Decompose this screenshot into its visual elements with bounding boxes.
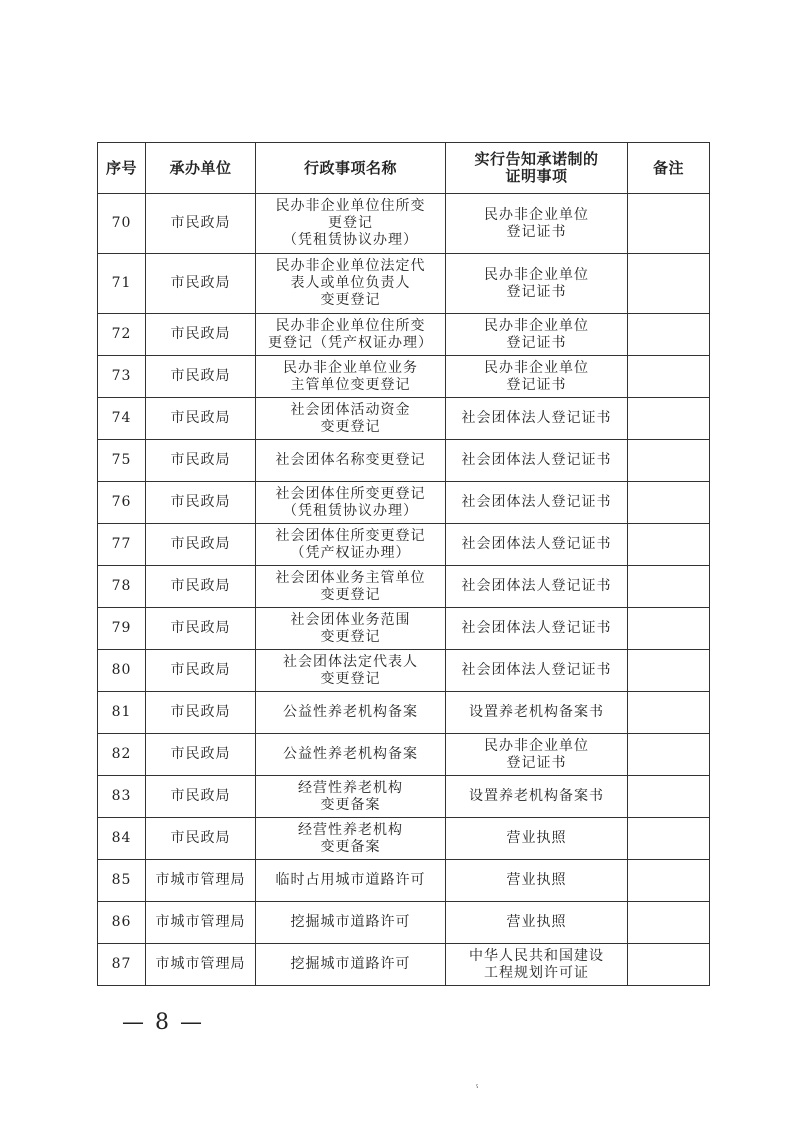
cell-unit: 市民政局 (146, 398, 256, 440)
cell-no: 84 (98, 818, 146, 860)
cell-no: 83 (98, 776, 146, 818)
cell-item: 临时占用城市道路许可 (256, 860, 446, 902)
header-no: 序号 (98, 143, 146, 194)
cell-proof: 民办非企业单位 登记证书 (446, 314, 628, 356)
table-row (98, 524, 710, 566)
table-row (98, 944, 710, 986)
cell-proof: 营业执照 (446, 902, 628, 944)
cell-proof: 社会团体法人登记证书 (446, 440, 628, 482)
table-row (98, 254, 710, 314)
cell-no: 78 (98, 566, 146, 608)
cell-note (628, 818, 710, 860)
cell-no: 76 (98, 482, 146, 524)
cell-note (628, 194, 710, 254)
cell-proof: 设置养老机构备案书 (446, 776, 628, 818)
cell-unit: 市城市管理局 (146, 944, 256, 986)
scan-artifact: ˤ (476, 1084, 479, 1094)
header-note: 备注 (628, 143, 710, 194)
cell-no: 82 (98, 734, 146, 776)
cell-note (628, 692, 710, 734)
cell-item: 社会团体业务范围 变更登记 (256, 608, 446, 650)
cell-note (628, 314, 710, 356)
table-row (98, 356, 710, 398)
cell-no: 70 (98, 194, 146, 254)
cell-unit: 市民政局 (146, 254, 256, 314)
cell-item: 经营性养老机构 变更备案 (256, 818, 446, 860)
cell-item: 公益性养老机构备案 (256, 734, 446, 776)
cell-no: 73 (98, 356, 146, 398)
header-proof: 实行告知承诺制的 证明事项 (446, 143, 628, 194)
cell-note (628, 902, 710, 944)
cell-proof: 中华人民共和国建设 工程规划许可证 (446, 944, 628, 986)
table-body (98, 194, 710, 986)
cell-note (628, 356, 710, 398)
cell-proof: 设置养老机构备案书 (446, 692, 628, 734)
cell-no: 79 (98, 608, 146, 650)
table-row (98, 482, 710, 524)
cell-unit: 市民政局 (146, 482, 256, 524)
cell-item: 社会团体名称变更登记 (256, 440, 446, 482)
cell-no: 74 (98, 398, 146, 440)
table-row (98, 194, 710, 254)
cell-item: 社会团体业务主管单位 变更登记 (256, 566, 446, 608)
cell-no: 80 (98, 650, 146, 692)
cell-note (628, 650, 710, 692)
registration-table (97, 142, 710, 986)
cell-item: 挖掘城市道路许可 (256, 902, 446, 944)
cell-proof: 社会团体法人登记证书 (446, 398, 628, 440)
cell-proof: 营业执照 (446, 818, 628, 860)
cell-note (628, 524, 710, 566)
cell-note (628, 398, 710, 440)
table-row (98, 818, 710, 860)
cell-proof: 民办非企业单位 登记证书 (446, 254, 628, 314)
page-number: — 8 — (122, 1010, 204, 1035)
cell-item: 民办非企业单位住所变 更登记 （凭租赁协议办理） (256, 194, 446, 254)
header-item: 行政事项名称 (256, 143, 446, 194)
cell-unit: 市民政局 (146, 776, 256, 818)
cell-item: 民办非企业单位住所变 更登记（凭产权证办理） (256, 314, 446, 356)
table-row (98, 566, 710, 608)
cell-unit: 市民政局 (146, 440, 256, 482)
table-row (98, 902, 710, 944)
cell-proof: 社会团体法人登记证书 (446, 566, 628, 608)
cell-no: 75 (98, 440, 146, 482)
cell-unit: 市民政局 (146, 734, 256, 776)
cell-proof: 民办非企业单位 登记证书 (446, 356, 628, 398)
cell-unit: 市民政局 (146, 650, 256, 692)
cell-note (628, 734, 710, 776)
table-row (98, 692, 710, 734)
cell-item: 公益性养老机构备案 (256, 692, 446, 734)
cell-note (628, 860, 710, 902)
cell-note (628, 254, 710, 314)
cell-unit: 市城市管理局 (146, 902, 256, 944)
cell-no: 71 (98, 254, 146, 314)
table-row (98, 860, 710, 902)
header-row (98, 143, 710, 194)
cell-no: 86 (98, 902, 146, 944)
cell-item: 社会团体住所变更登记 （凭租赁协议办理） (256, 482, 446, 524)
cell-item: 经营性养老机构 变更备案 (256, 776, 446, 818)
table-row (98, 314, 710, 356)
cell-unit: 市民政局 (146, 608, 256, 650)
cell-unit: 市民政局 (146, 314, 256, 356)
cell-proof: 社会团体法人登记证书 (446, 524, 628, 566)
cell-note (628, 440, 710, 482)
cell-unit: 市民政局 (146, 566, 256, 608)
cell-proof: 营业执照 (446, 860, 628, 902)
cell-proof: 社会团体法人登记证书 (446, 482, 628, 524)
cell-proof: 民办非企业单位 登记证书 (446, 734, 628, 776)
cell-proof: 社会团体法人登记证书 (446, 608, 628, 650)
cell-item: 民办非企业单位法定代 表人或单位负责人 变更登记 (256, 254, 446, 314)
cell-no: 81 (98, 692, 146, 734)
cell-unit: 市民政局 (146, 692, 256, 734)
table-row (98, 440, 710, 482)
cell-item: 社会团体住所变更登记 （凭产权证办理） (256, 524, 446, 566)
cell-no: 87 (98, 944, 146, 986)
table-header (98, 143, 710, 194)
table-row (98, 398, 710, 440)
cell-item: 社会团体活动资金 变更登记 (256, 398, 446, 440)
cell-unit: 市民政局 (146, 524, 256, 566)
cell-no: 77 (98, 524, 146, 566)
cell-note (628, 608, 710, 650)
cell-note (628, 482, 710, 524)
cell-no: 85 (98, 860, 146, 902)
table-row (98, 608, 710, 650)
cell-unit: 市民政局 (146, 818, 256, 860)
cell-note (628, 776, 710, 818)
table-row (98, 734, 710, 776)
cell-item: 民办非企业单位业务 主管单位变更登记 (256, 356, 446, 398)
table-row (98, 650, 710, 692)
cell-item: 挖掘城市道路许可 (256, 944, 446, 986)
cell-item: 社会团体法定代表人 变更登记 (256, 650, 446, 692)
cell-note (628, 566, 710, 608)
cell-no: 72 (98, 314, 146, 356)
cell-proof: 社会团体法人登记证书 (446, 650, 628, 692)
cell-unit: 市民政局 (146, 194, 256, 254)
cell-note (628, 944, 710, 986)
cell-proof: 民办非企业单位 登记证书 (446, 194, 628, 254)
header-unit: 承办单位 (146, 143, 256, 194)
cell-unit: 市城市管理局 (146, 860, 256, 902)
table-row (98, 776, 710, 818)
cell-unit: 市民政局 (146, 356, 256, 398)
